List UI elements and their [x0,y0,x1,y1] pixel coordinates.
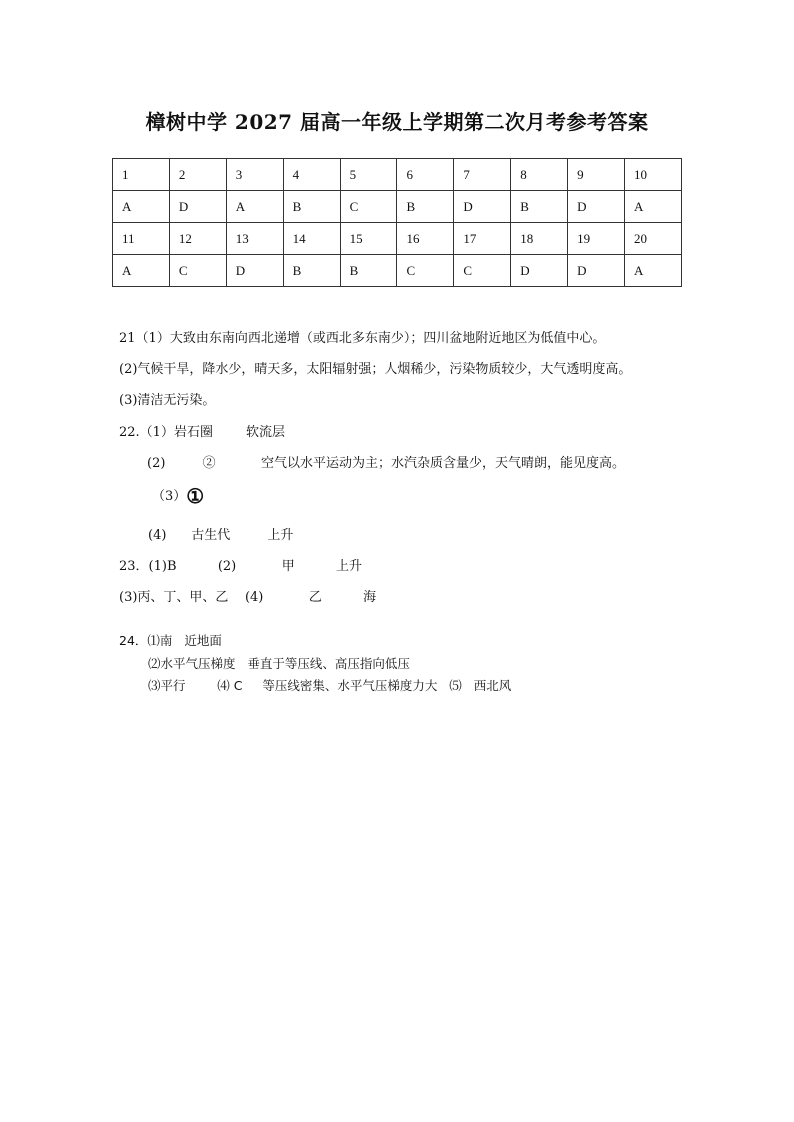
table-cell: 18 [511,223,568,255]
table-cell: D [568,255,625,287]
answer-21-2: (2)气候干旱，降水少，晴天多，太阳辐射强；人烟稀少，污染物质较少，大气透明度高。 [119,362,632,377]
answer-table [112,158,682,287]
answer-22-2: (2) ② 空气以水平运动为主；水汽杂质含量少，天气晴朗，能见度高。 [147,456,626,471]
table-cell: 3 [226,159,283,191]
table-cell: 16 [397,223,454,255]
table-cell: A [113,255,170,287]
answer-22-1: 22.（1）岩石圈 软流层 [119,425,286,440]
table-cell: 9 [568,159,625,191]
answer-table-body [113,159,682,287]
answer-24-2: ⑵水平气压梯度 垂直于等压线、高压指向低压 [148,656,410,671]
table-cell: A [113,191,170,223]
table-cell: D [568,191,625,223]
answer-22-3 [152,484,204,508]
table-cell: 13 [226,223,283,255]
table-row [113,223,682,255]
table-cell: 8 [511,159,568,191]
table-cell: 2 [169,159,226,191]
table-cell: D [511,255,568,287]
table-cell: B [397,191,454,223]
answer-24-3: ⑶平行 ⑷ C 等压线密集、水平气压梯度力大 ⑸ 西北风 [148,678,512,693]
answer-24-1: 24．⑴南 近地面 [119,633,222,648]
table-row [113,191,682,223]
table-cell: C [397,255,454,287]
table-cell: 15 [340,223,397,255]
table-cell: C [340,191,397,223]
answer-23-1: 23．(1)B (2) 甲 上升 [119,559,363,574]
table-cell: 12 [169,223,226,255]
table-cell: B [511,191,568,223]
table-cell: D [169,191,226,223]
answer-22-3-mark: ① [186,484,205,508]
table-cell: 17 [454,223,511,255]
table-cell: 19 [568,223,625,255]
table-cell: B [283,255,340,287]
table-cell: C [169,255,226,287]
answer-22-4: (4) 古生代 上升 [148,528,294,543]
table-row [113,255,682,287]
table-cell: A [625,191,682,223]
table-cell: D [454,191,511,223]
answer-22-3-prefix: （3） [152,489,187,504]
table-row [113,159,682,191]
table-cell: B [283,191,340,223]
table-cell: 7 [454,159,511,191]
table-cell: A [625,255,682,287]
table-cell: 4 [283,159,340,191]
table-cell: 6 [397,159,454,191]
answer-23-2: (3)丙、丁、甲、乙 (4) 乙 海 [119,590,377,605]
answer-21-3: (3)清洁无污染。 [119,393,216,408]
answer-21-1: 21（1）大致由东南向西北递增（或西北多东南少）；四川盆地附近地区为低值中心。 [119,331,606,346]
table-cell: 14 [283,223,340,255]
table-cell: 1 [113,159,170,191]
table-cell: 10 [625,159,682,191]
table-cell: B [340,255,397,287]
page-title: 樟树中学 2027 届高一年级上学期第二次月考参考答案 [145,110,649,134]
table-cell: C [454,255,511,287]
table-cell: 5 [340,159,397,191]
table-cell: A [226,191,283,223]
table-cell: D [226,255,283,287]
table-cell: 11 [113,223,170,255]
table-cell: 20 [625,223,682,255]
